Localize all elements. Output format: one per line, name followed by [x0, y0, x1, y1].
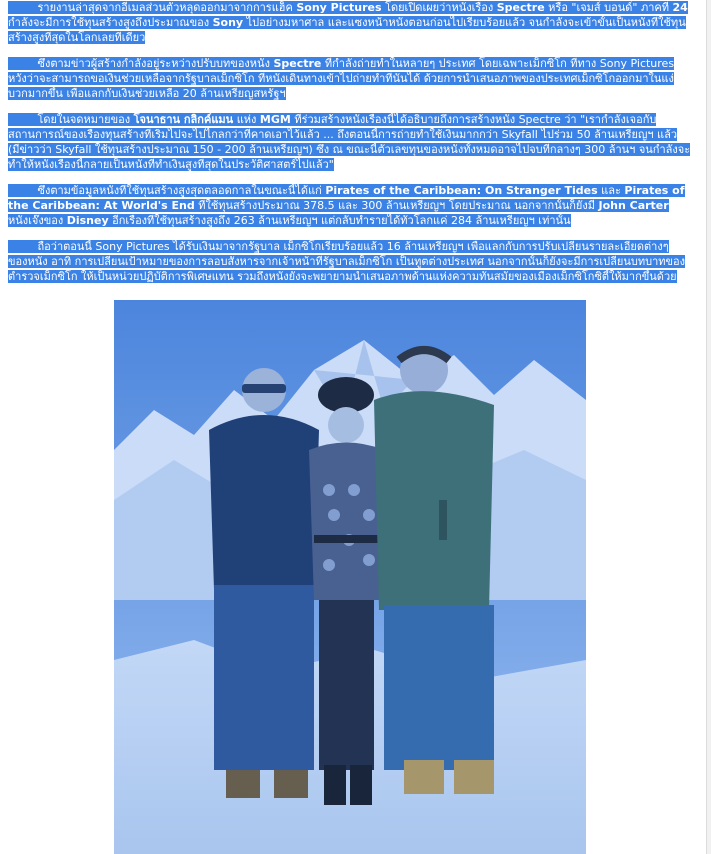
- p2-text-2: ที่กำลังถ่ายทำในหลายๆ ประเทศ โดยเฉพาะเม็กซิโก ที่ทาง Sony Pictures หวังว่าจะสามารถขอเงินช่วยเหลือจากรัฐบาลเม็กซิโก ที่หนังเดินทางเข้าไปถ่ายทำที่นั่นได้ ด้วยการนำเสนอภาพของประเทศเม็กซิโกออกมาในแง่บวกมากขึ้น เพื่อแลกกับเงินช่วยเหลือ 20 ล้านเหรียญสหรัฐฯ: [8, 57, 675, 100]
- p1-text-3: หรือ "เจมส์ บอนด์" ภาคที่: [548, 1, 673, 14]
- p4-text-4: หนังเจ๊งของ: [8, 214, 67, 227]
- p1-bold-sony: Sony: [212, 16, 244, 29]
- p3-text-2: แห่ง: [236, 113, 260, 126]
- p4-text-2: และ: [601, 184, 625, 197]
- p1-bold-24: 24: [672, 1, 688, 14]
- p4-text-5: อีกเรื่องที่ใช้ทุนสร้างสูงถึง 263 ล้านเหรียญฯ แต่กลับทำรายได้ทั่วโลกแค่ 284 ล้านเหรียญฯ เท่านั้น: [112, 214, 571, 227]
- paragraph-4: [8, 183, 691, 228]
- p4-bold-john-carter: John Carter: [598, 199, 669, 212]
- p3-text-1: โดยในจดหมายของ: [37, 113, 134, 126]
- p1-bold-sony-pictures: Sony Pictures: [296, 1, 382, 14]
- paragraph-3: [8, 112, 691, 172]
- p1-text-1: รายงานล่าสุดจากอีเมลส่วนตัวหลุดออกมาจากการแฮ็ค: [37, 1, 297, 14]
- p1-bold-spectre: Spectre: [496, 1, 545, 14]
- p3-bold-mgm: MGM: [259, 113, 291, 126]
- p3-text-3: ที่ร่วมสร้างหนังเรื่องนี้ได้อธิบายถึงการสร้างหนัง Spectre ว่า "เรากำลังเจอกับสถานการณ์ของเรื่องทุนสร้างที่เริ่มไปจะไปไกลกว่าที่คาดเอาไว้แล้ว ... ถึงตอนนี้การถ่ายทำใช้เงินมากกว่า Skyfall ไปร่วม 50 ล้านเหรียญฯ แล้ว (มีข่าวว่า Skyfall ใช้ทุนสร้างประมาณ 150 - 200 ล้านเหรียญฯ) ซึ่ง ณ ขณะนี้ตัวเลขทุนของหนังทั้งหมดอาจไปจบที่กลางๆ 300 ล้านฯ จนกำลังจะทำให้หนังเรื่องนี้กลายเป็นหนังที่ทำเงินสูงที่สุดในประวัติศาสตร์ไปแล้ว": [8, 113, 691, 171]
- paragraph-1: [8, 0, 691, 45]
- p1-text-4: กำลังจะมีการใช้ทุนสร้างสูงถึงประมาณของ: [8, 16, 213, 29]
- p2-text-1: ซึ่งตามข่าวผู้สร้างกำลังอยู่ระหว่างปรับบทของหนัง: [37, 57, 274, 70]
- p5-text-1: ถือว่าตอนนี้ Sony Pictures ได้รับเงินมาจากรัฐบาล เม็กซิโกเรียบร้อยแล้ว 16 ล้านเหรียญฯ เพื่อแลกกับการปรับเปลี่ยนรายละเอียดต่างๆ ของหนัง อาทิ การเปลี่ยนเป้าหมายของการลอบสังหารจากเจ้าหน้าที่รัฐบาลเม็กซิโก เป็นทูตต่างประเทศ นอกจากนั้นก็ยังจะมีการเปลี่ยนบทบาทของตำรวจเม็กซิโก ให้เป็นหน่วยปฏิบัติการพิเศษแทน รวมถึงหนังยังจะพยายามนำเสนอภาพด้านแห่งความทันสมัยของเมืองเม็กซิโกซิตี้ให้มากขึ้นด้วย: [8, 240, 685, 283]
- paragraph-5: [8, 239, 691, 284]
- vertical-scrollbar[interactable]: [706, 0, 711, 854]
- p1-text-5: ไปอย่างมหาศาล และแซงหน้าหนังตอนก่อนไปเรียบร้อยแล้ว จนกำลังจะเข้าขั้นเป็นหนังที่ใช้ทุนสร้างสูงที่สุดในโลกเลยทีเดียว: [8, 16, 686, 44]
- paragraph-2: [8, 56, 691, 101]
- p2-bold-spectre: Spectre: [273, 57, 322, 70]
- p4-text-3: ที่ใช้ทุนสร้างประมาณ 378.5 และ 300 ล้านเหรียญฯ โดยประมาณ นอกจากนั้นก็ยังมี: [198, 199, 599, 212]
- p4-bold-at-worlds-end: Pirates of the Caribbean: At World's End: [8, 184, 685, 212]
- p4-text-1: ซึ่งตามข้อมูลหนังที่ใช้ทุนสร้างสูงสุดตลอดกาลในขณะนี้ได้แก่: [37, 184, 326, 197]
- p1-text-2: โดยเปิดเผยว่าหนังเรื่อง: [385, 1, 497, 14]
- cast-photo-image: [114, 300, 586, 854]
- p3-bold-jonathan-glickman: โจนาธาน กลิกค์แมน: [133, 113, 234, 126]
- p4-bold-on-stranger-tides: Pirates of the Caribbean: On Stranger Tides: [325, 184, 598, 197]
- cast-photo[interactable]: [114, 300, 586, 854]
- p4-bold-disney: Disney: [66, 214, 109, 227]
